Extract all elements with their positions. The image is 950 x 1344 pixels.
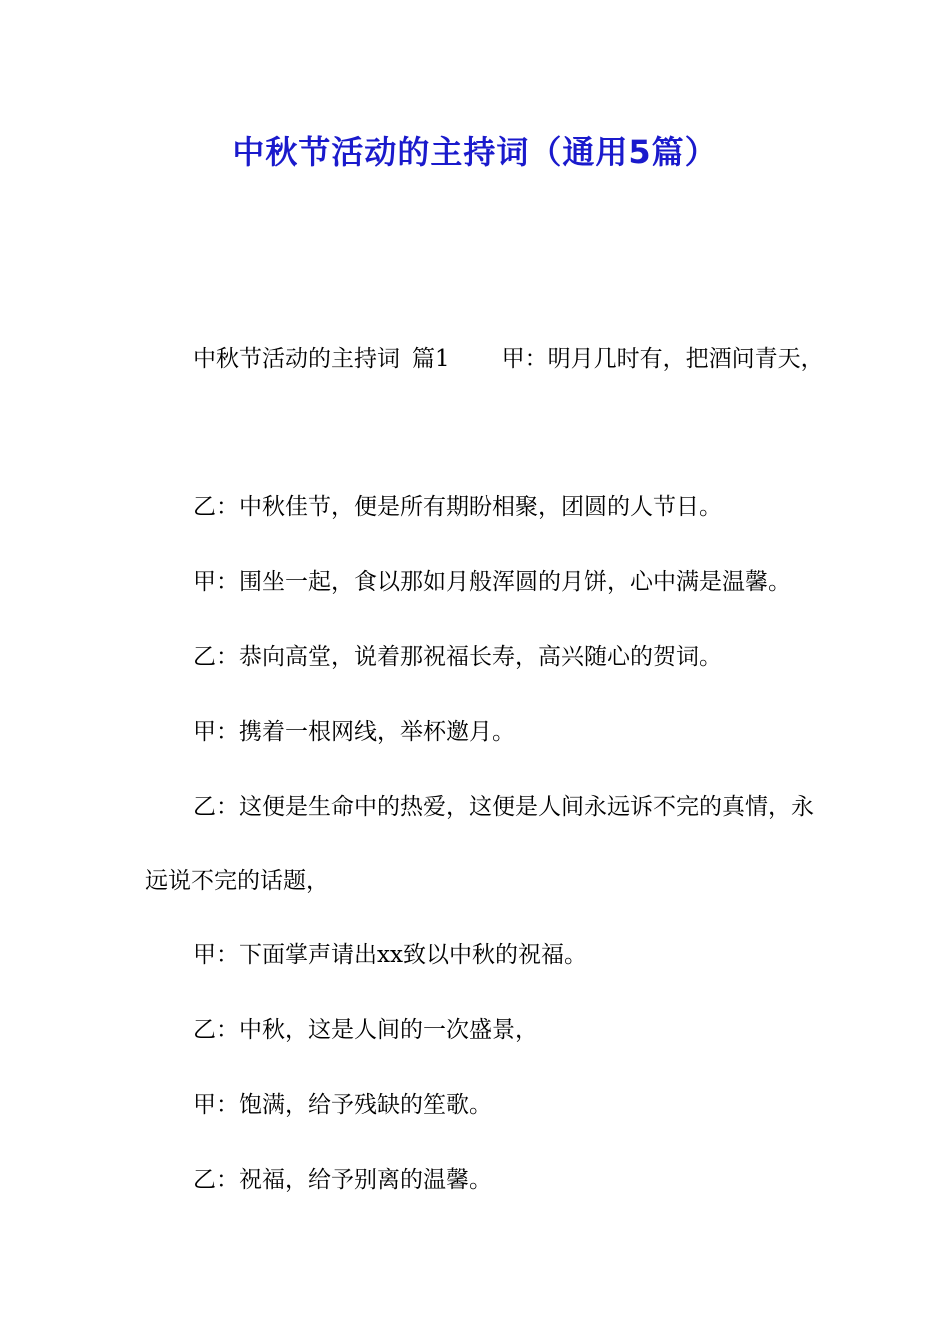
paragraph-7: 甲：下面掌声请出xx致以中秋的祝福。 [193, 942, 587, 968]
paragraph-10: 乙：祝福，给予别离的温馨。 [193, 1167, 492, 1193]
paragraph-2: 乙：中秋佳节，便是所有期盼相聚，团圆的人节日。 [193, 494, 722, 520]
section-number: 篇1 [412, 346, 450, 372]
paragraph-8: 乙：中秋，这是人间的一次盛景， [193, 1017, 538, 1043]
paragraph-9: 甲：饱满，给予残缺的笙歌。 [193, 1092, 492, 1118]
paragraph-3: 甲：围坐一起，食以那如月般浑圆的月饼，心中满是温馨。 [193, 569, 791, 595]
section-heading: 中秋节活动的主持词 [193, 346, 400, 372]
paragraph-text: 甲：明月几时有，把酒问青天， [501, 346, 824, 372]
document-title: 中秋节活动的主持词（通用5篇） [232, 133, 718, 171]
paragraph-4: 乙：恭向高堂，说着那祝福长寿，高兴随心的贺词。 [193, 644, 722, 670]
paragraph-5: 甲：携着一根网线，举杯邀月。 [193, 719, 515, 745]
paragraph-1 [145, 322, 825, 396]
paragraph-6: 乙：这便是生命中的热爱，这便是人间永远诉不完的真情，永远说不完的话题， [145, 794, 814, 894]
